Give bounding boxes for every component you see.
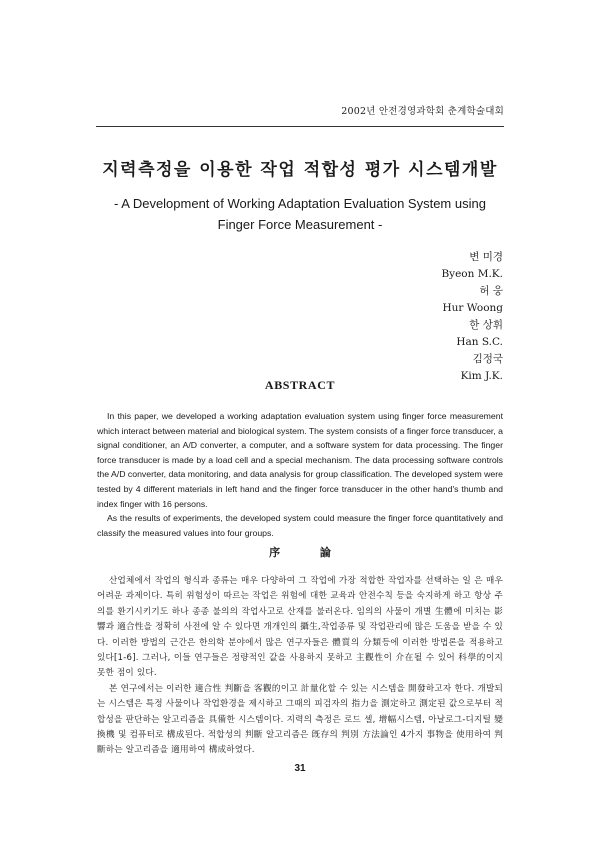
- author-name-english: Byeon M.K.: [441, 268, 503, 280]
- abstract-body: [97, 409, 503, 540]
- title-english-line1: - A Development of Working Adaptation Evaluation System using: [114, 196, 486, 211]
- title-korean: 지력측정을 이용한 작업 적합성 평가 시스템개발: [102, 160, 498, 180]
- author-name-korean: 김정국: [472, 353, 503, 365]
- author-name-korean: 한 상휘: [469, 319, 503, 331]
- author-name-korean: 허 웅: [479, 285, 503, 297]
- author-name-korean: 변 미경: [469, 251, 503, 263]
- author-list: [441, 249, 503, 385]
- author-name-english: Hur Woong: [442, 302, 503, 314]
- title-english-line2: Finger Force Measurement -: [217, 217, 383, 232]
- section-heading: 序 論: [269, 546, 349, 559]
- title-english: [90, 193, 510, 235]
- section-body: [97, 574, 503, 759]
- abstract-paragraph: As the results of experiments, the developed system could measure the finger force quantitatively and classify the measured values into four groups.: [97, 513, 503, 538]
- author-name-english: Kim J.K.: [460, 370, 503, 382]
- conference-header: 2002년 안전경영과학회 춘계학술대회: [341, 106, 504, 117]
- abstract-paragraph: In this paper, we developed a working adaptation evaluation system using finger force measurement which interact between material and biological system. The system consists of a finger force transducer, a signal conditioner, an A/D converter, a computer, and a software system for data processing. The finger force transducer is made by a load cell and a special mechanism. The data processing software controls the A/D converter, data monitoring, and data analysis for group classification. The developed system were tested by 4 different materials in left hand and the finger force transducer in the other hand's thumb and index finger with 16 persons.: [97, 411, 503, 509]
- body-paragraph: 산업체에서 작업의 형식과 종류는 매우 다양하여 그 작업에 가장 적합한 작업자를 선택하는 일 은 매우 어려운 과제이다. 특히 위험성이 따르는 작업은 위험에 대한 교육과 안전수칙 등을 숙지하게 하고 항상 주의를 환기시키기도 하나 종종 불의의 작업사고로 산재를 불러온다. 임의의 사물이 개별 生體에 미치는 影響과 適合性을 정확히 사전에 알 수 있다면 개개인의 攝生,작업종류 및 작업관리에 많은 도움을 받을 수 있다. 이러한 방법의 근간은 한의학 분야에서 많은 연구자들은 體質의 分類등에 이러한 방법론을 적용하고 있다[1-6]. 그러나, 이들 연구들은 정량적인 값을 사용하지 못하고 主觀性이 介在될 수 있어 科學的이지 못한 점이 있다.: [97, 576, 503, 679]
- page-number: 31: [294, 763, 306, 774]
- author-name-english: Han S.C.: [456, 336, 503, 348]
- header-rule: [96, 126, 504, 127]
- body-paragraph: 본 연구에서는 이러한 適合性 判斷을 客觀的이고 計量化할 수 있는 시스템을 開發하고자 한다. 개발되는 시스템은 특정 사물이나 작업환경을 제시하고 그때의 피검자의 指力을 測定하고 測定된 값으로부터 적합성을 판단하는 알고리즘을 具備한 시스템이다. 지력의 측정은 로드 셀, 增幅시스템, 아날로그-디지털 變換機 및 컴퓨터로 構成된다. 적합성의 判斷 알고리즘은 旣存의 判別 方法論인 4가지 事物을 使用하여 判斷하는 알고리즘을 適用하여 構成하였다.: [97, 683, 503, 756]
- abstract-heading: ABSTRACT: [264, 378, 336, 392]
